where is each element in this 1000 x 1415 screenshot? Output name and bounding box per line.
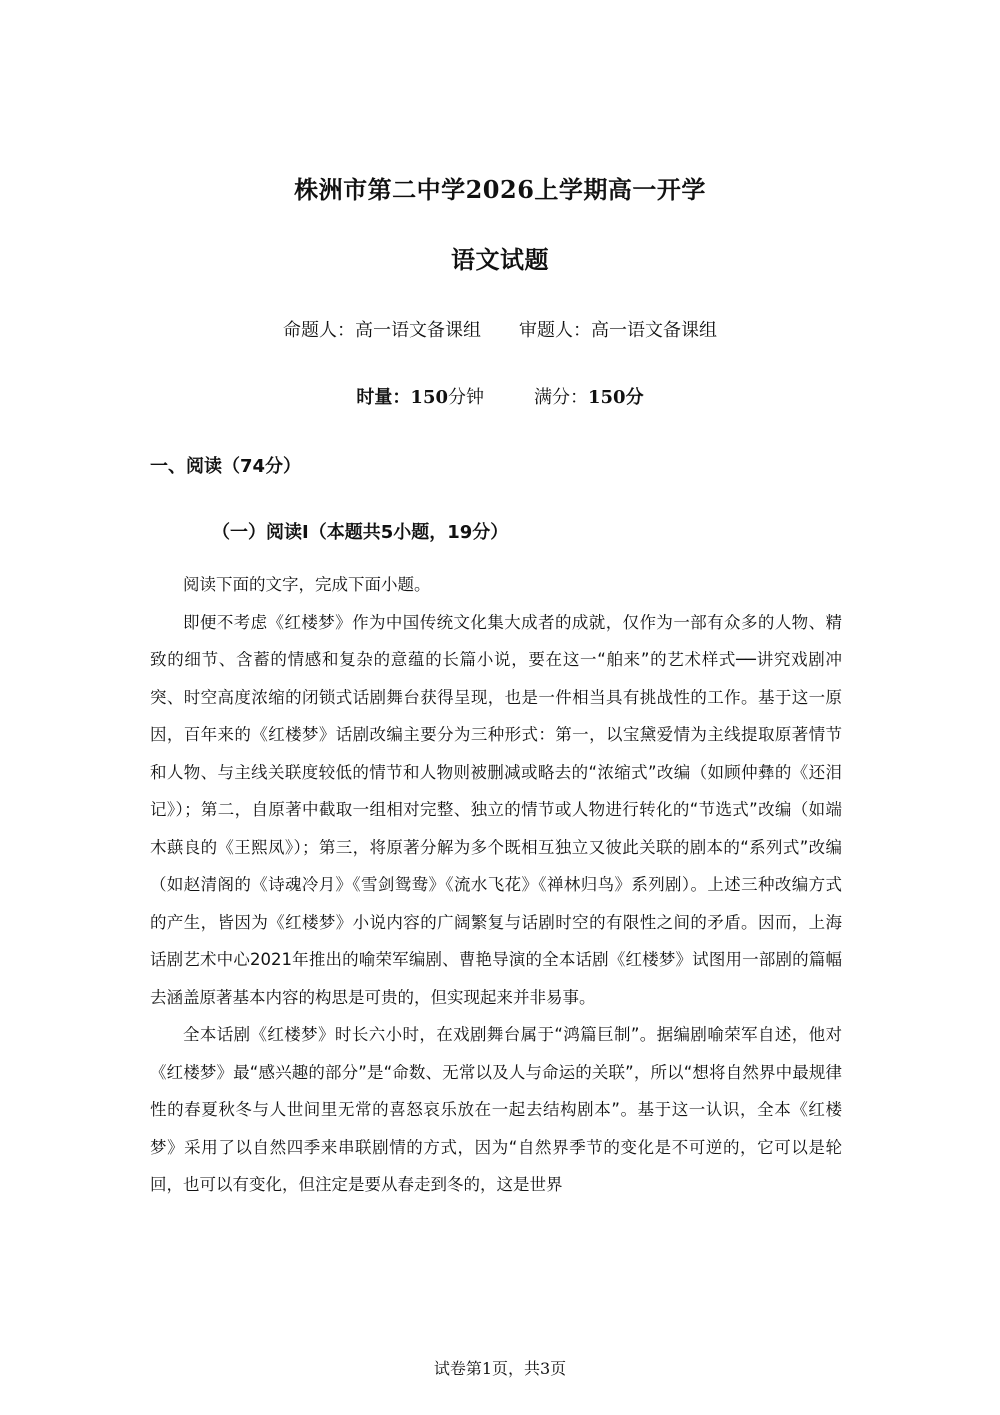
instruction-text: 阅读下面的文字，完成下面小题。 xyxy=(183,575,431,594)
time-score-line xyxy=(0,383,1000,409)
score-unit: 分 xyxy=(625,387,644,408)
section-heading-reading: 一、阅读（74分） xyxy=(150,456,302,477)
time-value: 150 xyxy=(410,387,448,408)
exam-title-line1: 株洲市第二中学2026上学期高一开学 xyxy=(294,175,706,204)
score-value: 150 xyxy=(588,387,626,408)
time-unit: 分钟 xyxy=(448,387,484,408)
time-label: 时量： xyxy=(356,387,411,408)
passage-paragraph-2: 全本话剧《红楼梦》时长六小时，在戏剧舞台属于“鸿篇巨制”。据编剧喻荣军自述，他对《红楼梦》最“感兴趣的部分”是“命数、无常以及人与命运的关联”，所以“想将自然界中最规律性的春夏秋冬与人世间里无常的喜怒哀乐放在一起去结构剧本”。基于这一认识，全本《红楼梦》采用了以自然四季来串联剧情的方式，因为“自然界季节的变化是不可逆的，它可以是轮回，也可以有变化，但注定是要从春走到冬的，这是世界 xyxy=(150,1025,842,1194)
score-label: 满分： xyxy=(534,387,588,408)
subsection-heading-reading-1: （一）阅读I（本题共5小题，19分） xyxy=(212,522,509,543)
page-footer: 试卷第1页，共3页 xyxy=(433,1359,567,1378)
author-line xyxy=(0,316,1000,342)
exam-title-line2: 语文试题 xyxy=(451,245,549,274)
author-label: 命题人： xyxy=(283,320,355,341)
reviewer-value: 高一语文备课组 xyxy=(591,320,717,341)
reviewer-label: 审题人： xyxy=(519,320,591,341)
author-value: 高一语文备课组 xyxy=(355,320,481,341)
reading-passage xyxy=(150,566,842,1204)
passage-paragraph-1: 即便不考虑《红楼梦》作为中国传统文化集大成者的成就，仅作为一部有众多的人物、精致的细节、含蓄的情感和复杂的意蕴的长篇小说，要在这一“舶来”的艺术样式──讲究戏剧冲突、时空高度浓缩的闭锁式话剧舞台获得呈现，也是一件相当具有挑战性的工作。基于这一原因，百年来的《红楼梦》话剧改编主要分为三种形式：第一，以宝黛爱情为主线提取原著情节和人物、与主线关联度较低的情节和人物则被删减或略去的“浓缩式”改编（如顾仲彝的《还泪记》）；第二，自原著中截取一组相对完整、独立的情节或人物进行转化的“节选式”改编（如端木蕻良的《王熙凤》）；第三，将原著分解为多个既相互独立又彼此关联的剧本的“系列式”改编（如赵清阁的《诗魂冷月》《雪剑鸳鸯》《流水飞花》《禅林归鸟》系列剧）。上述三种改编方式的产生，皆因为《红楼梦》小说内容的广阔繁复与话剧时空的有限性之间的矛盾。因而，上海话剧艺术中心2021年推出的喻荣军编剧、曹艳导演的全本话剧《红楼梦》试图用一部剧的篇幅去涵盖原著基本内容的构思是可贵的，但实现起来并非易事。 xyxy=(150,612,842,1007)
